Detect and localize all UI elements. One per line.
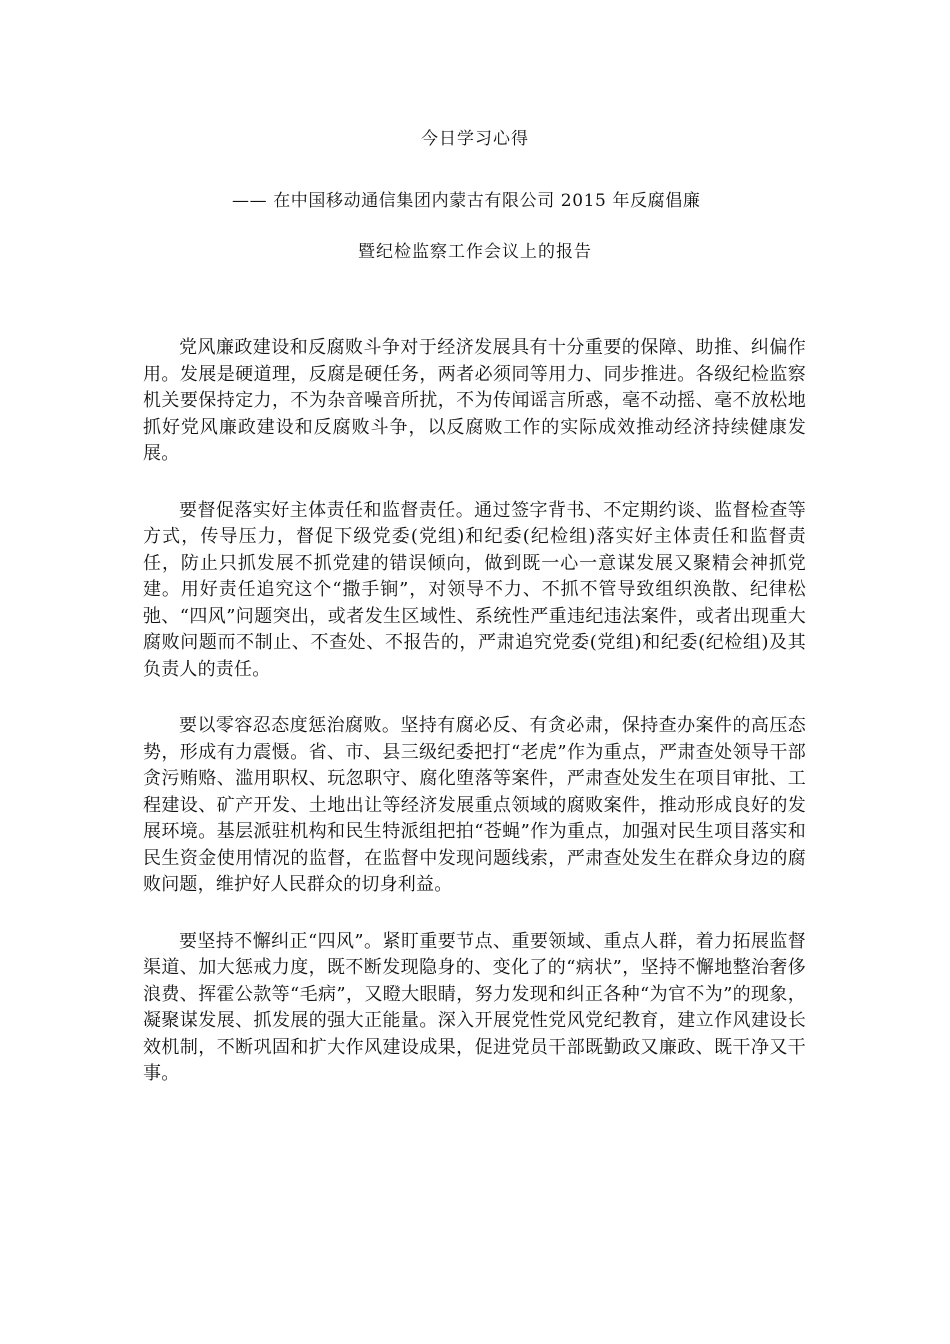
document-subtitle-line-1: —— 在中国移动通信集团内蒙古有限公司 2015 年反腐倡廉 [232, 191, 701, 211]
body-paragraph: 要坚持不懈纠正“四风”。紧盯重要节点、重要领域、重点人群，着力拓展监督渠道、加大惩戒力度，既不断发现隐身的、变化了的“病状”，坚持不懈地整治奢侈浪费、挥霍公款等“毛病”，又瞪大眼睛，努力发现和纠正各种“为官不为”的现象，凝聚谋发展、抓发展的强大正能量。深入开展党性党风党纪教育，建立作风建设长效机制，不断巩固和扩大作风建设成果，促进党员干部既勤政又廉政、既干净又干事。 [143, 930, 806, 1084]
body-paragraph: 要以零容忍态度惩治腐败。坚持有腐必反、有贪必肃，保持查办案件的高压态势，形成有力震慑。省、市、县三级纪委把打“老虎”作为重点，严肃查处领导干部贪污贿赂、滥用职权、玩忽职守、腐化堕落等案件，严肃查处发生在项目审批、工程建设、矿产开发、土地出让等经济发展重点领域的腐败案件，推动形成良好的发展环境。基层派驻机构和民生特派组把拍“苍蝇”作为重点，加强对民生项目落实和民生资金使用情况的监督，在监督中发现问题线索，严肃查处发生在群众身边的腐败问题，维护好人民群众的切身利益。 [143, 715, 806, 895]
document-subtitle-line-2: 暨纪检监察工作会议上的报告 [358, 242, 592, 262]
body-paragraph: 要督促落实好主体责任和监督责任。通过签字背书、不定期约谈、监督检查等方式，传导压力，督促下级党委(党组)和纪委(纪检组)落实好主体责任和监督责任，防止只抓发展不抓党建的错误倾向，做到既一心一意谋发展又聚精会神抓党建。用好责任追究这个“撒手锏”，对领导不力、不抓不管导致组织涣散、纪律松弛、“四风”问题突出，或者发生区域性、系统性严重违纪违法案件，或者出现重大腐败问题而不制止、不查处、不报告的，严肃追究党委(党组)和纪委(纪检组)及其负责人的责任。 [143, 499, 806, 680]
body-paragraph: 党风廉政建设和反腐败斗争对于经济发展具有十分重要的保障、助推、纠偏作用。发展是硬道理，反腐是硬任务，两者必须同等用力、同步推进。各级纪检监察机关要保持定力，不为杂音噪音所扰，不为传闻谣言所惑，毫不动摇、毫不放松地抓好党风廉政建设和反腐败斗争，以反腐败工作的实际成效推动经济持续健康发展。 [143, 337, 806, 464]
document-body [143, 335, 806, 1118]
document-title: 今日学习心得 [421, 129, 529, 149]
